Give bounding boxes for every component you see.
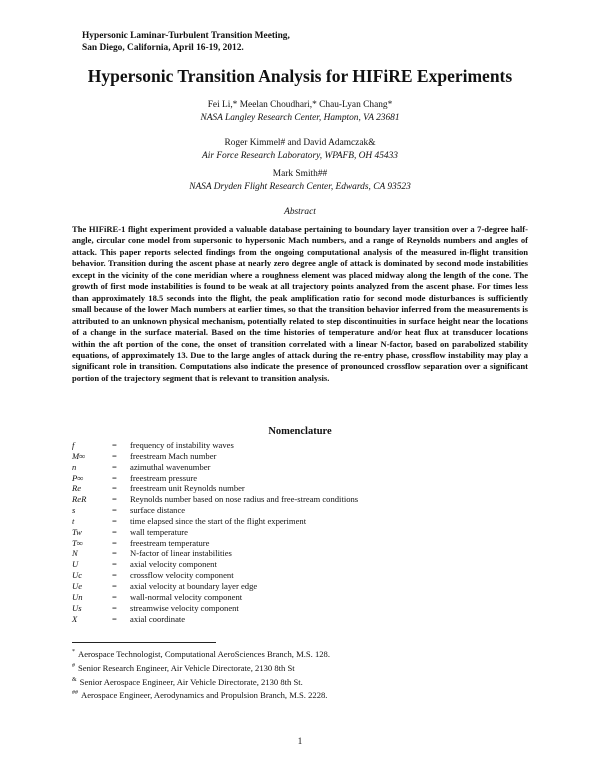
nomenclature-definition: freestream unit Reynolds number — [130, 483, 245, 494]
nomenclature-title: Nomenclature — [268, 426, 332, 437]
author-affiliation: Air Force Research Laboratory, WPAFB, OH 45433 — [202, 151, 398, 161]
nomenclature-row — [72, 516, 528, 527]
nomenclature-symbol: T∞ — [72, 537, 83, 548]
abstract-text: The HIFiRE-1 flight experiment provided a valuable database pertaining to boundary layer transition over a 7-degree half-angle, circular cone model from supersonic to hypersonic Mach numbers, and a range of Reynolds numbers and angles of attack. This paper reports selected findings from the ongoing computational analysis of the measured in-flight transition behavior. Transition during the ascent phase at nearly zero degree angle of attack is dominated by second mode instabilities except in the vicinity of the cone meridian where a roughness element was placed midway along the length of the cone. The growth of first mode instabilities is found to be weak at all trajectory points analyzed from the ascent phase. For times less than approximately 18.5 seconds into the flight, the peak amplification ratio for second mode disturbances is sufficiently small because of the lower Mach numbers at earlier times, so that the transition behavior inferred from the measurements is attributed to an unknown physical mechanism, potentially related to step discontinuities in surface height near the locations of a change in the surface material. Based on the time histories of temperature and/or heat flux at transducer locations within the aft portion of the cone, the onset of transition correlated with a linear N-factor, based on parabolized stability equations, of approximately 13. Due to the large angles of attack during the re-entry phase, crossflow instability may play a significant role in transition. Computations also indicate the presence of pronounced crossflow separation over a significant portion of the trajectory segment that is relevant to transition analysis. — [72, 224, 528, 383]
nomenclature-row — [72, 462, 528, 473]
nomenclature-definition: wall temperature — [130, 526, 188, 537]
nomenclature-equals: = — [112, 537, 117, 548]
nomenclature-equals: = — [112, 602, 117, 613]
conference-header — [82, 30, 290, 54]
footnote — [72, 646, 528, 660]
nomenclature-definition: streamwise velocity component — [130, 602, 239, 613]
nomenclature-row — [72, 592, 528, 603]
nomenclature-equals: = — [112, 450, 117, 461]
footnote-text: Senior Research Engineer, Air Vehicle Directorate, 2130 8th St — [78, 662, 295, 673]
nomenclature-row — [72, 538, 528, 549]
nomenclature-symbol: s — [72, 505, 76, 516]
nomenclature-equals: = — [112, 494, 117, 505]
nomenclature-equals: = — [112, 613, 117, 624]
paper-title: Hypersonic Transition Analysis for HIFiRE Experiments — [87, 66, 513, 86]
nomenclature-row — [72, 548, 528, 559]
footnote — [72, 660, 528, 674]
nomenclature-definition: surface distance — [130, 505, 186, 516]
nomenclature-symbol: Un — [72, 591, 83, 602]
nomenclature-equals: = — [112, 505, 117, 516]
author-affiliation: NASA Langley Research Center, Hampton, VA 23681 — [200, 113, 400, 123]
nomenclature-row — [72, 473, 528, 484]
footnote-rule — [72, 642, 216, 643]
nomenclature-definition: freestream pressure — [130, 472, 198, 483]
nomenclature-row — [72, 570, 528, 581]
author-names: Mark Smith## — [272, 169, 328, 179]
nomenclature-equals: = — [112, 483, 117, 494]
author-block-2 — [0, 137, 600, 163]
nomenclature-symbol: M∞ — [72, 450, 86, 461]
nomenclature-equals: = — [112, 472, 117, 483]
nomenclature-equals: = — [112, 440, 117, 450]
nomenclature-row — [72, 483, 528, 494]
nomenclature-symbol: f — [72, 440, 75, 450]
nomenclature-definition: freestream temperature — [130, 537, 210, 548]
nomenclature-equals: = — [112, 548, 117, 559]
author-names: Fei Li,* Meelan Choudhari,* Chau-Lyan Chang* — [207, 100, 393, 110]
nomenclature-row — [72, 559, 528, 570]
nomenclature-symbol: Ue — [72, 580, 83, 591]
nomenclature-definition: wall-normal velocity component — [130, 591, 243, 602]
footnote-text: Senior Aerospace Engineer, Air Vehicle Directorate, 2130 8th St. — [79, 676, 303, 687]
nomenclature-symbol: t — [72, 515, 75, 526]
conference-line-2: San Diego, California, April 16-19, 2012. — [82, 43, 244, 53]
footnote-mark: & — [72, 676, 77, 683]
abstract-heading: Abstract — [284, 207, 316, 217]
nomenclature-symbol: n — [72, 461, 77, 472]
footnote-text: Aerospace Technologist, Computational AeroSciences Branch, M.S. 128. — [78, 649, 330, 659]
nomenclature-symbol: P∞ — [72, 472, 84, 483]
nomenclature-equals: = — [112, 559, 117, 570]
nomenclature-definition: axial coordinate — [130, 613, 186, 624]
nomenclature-symbol: ReR — [72, 494, 87, 505]
nomenclature-row — [72, 527, 528, 538]
footnote-mark: * — [72, 649, 75, 655]
nomenclature-equals: = — [112, 515, 117, 526]
nomenclature-equals: = — [112, 591, 117, 602]
author-block-1 — [0, 99, 600, 125]
nomenclature-symbol: X — [72, 613, 78, 624]
nomenclature-definition: N-factor of linear instabilities — [130, 548, 232, 559]
nomenclature-equals: = — [112, 570, 117, 581]
nomenclature-symbol: Tw — [72, 526, 82, 537]
footnote-mark: # — [72, 662, 75, 669]
nomenclature-symbol: N — [72, 548, 78, 559]
nomenclature-row — [72, 451, 528, 462]
author-names: Roger Kimmel# and David Adamczak& — [224, 138, 376, 148]
nomenclature-row — [72, 440, 528, 451]
nomenclature-definition: Reynolds number based on nose radius and free-stream conditions — [130, 494, 359, 505]
nomenclature-row — [72, 614, 528, 625]
nomenclature-definition: frequency of instability waves — [130, 440, 234, 450]
nomenclature-definition: time elapsed since the start of the flight experiment — [130, 515, 307, 526]
nomenclature-row — [72, 581, 528, 592]
nomenclature-symbol: U — [72, 559, 79, 570]
nomenclature-equals: = — [112, 526, 117, 537]
nomenclature-symbol: Re — [72, 483, 82, 494]
footnote — [72, 674, 528, 688]
nomenclature-symbol: Uc — [72, 570, 83, 581]
nomenclature-definition: freestream Mach number — [130, 450, 217, 461]
nomenclature-list — [72, 440, 528, 624]
author-affiliation: NASA Dryden Flight Research Center, Edwards, CA 93523 — [189, 182, 411, 192]
author-block-3 — [0, 168, 600, 194]
nomenclature-definition: azimuthal wavenumber — [130, 461, 211, 472]
nomenclature-equals: = — [112, 461, 117, 472]
nomenclature-definition: axial velocity at boundary layer edge — [130, 580, 258, 591]
conference-line-1: Hypersonic Laminar-Turbulent Transition Meeting, — [82, 31, 290, 41]
nomenclature-definition: axial velocity component — [130, 559, 217, 570]
nomenclature-row — [72, 505, 528, 516]
footnotes — [72, 646, 528, 701]
nomenclature-equals: = — [112, 580, 117, 591]
nomenclature-row — [72, 603, 528, 614]
nomenclature-definition: crossflow velocity component — [130, 570, 234, 581]
footnote-mark: ## — [72, 690, 78, 697]
footnote-text: Aerospace Engineer, Aerodynamics and Propulsion Branch, M.S. 2228. — [81, 690, 328, 701]
page-number: 1 — [297, 737, 303, 747]
nomenclature-row — [72, 494, 528, 505]
footnote — [72, 687, 528, 701]
nomenclature-symbol: Us — [72, 602, 82, 613]
